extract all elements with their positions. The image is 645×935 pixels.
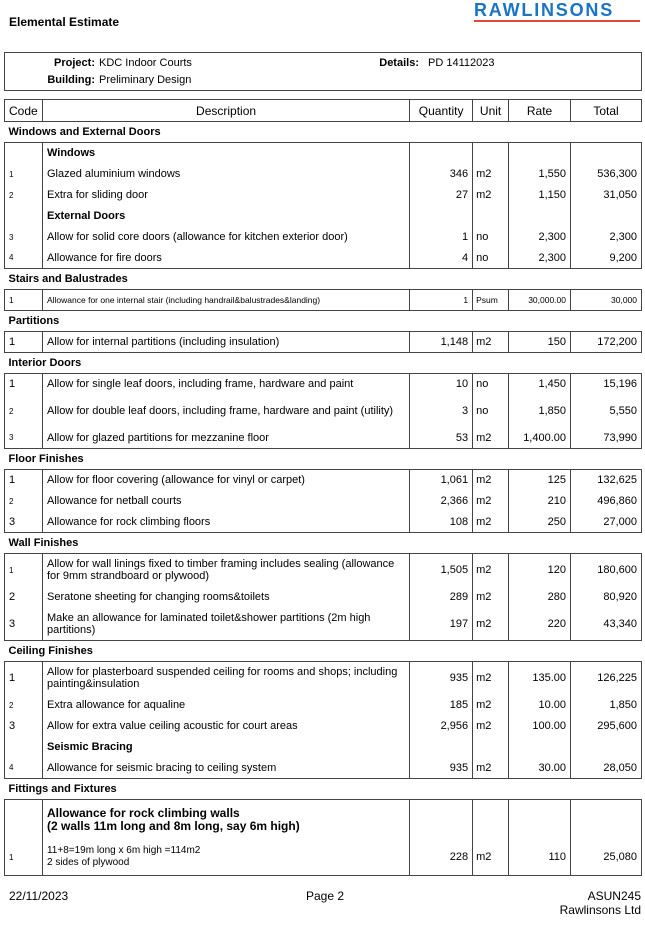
table-row	[5, 332, 642, 353]
row-total: 28,050	[571, 758, 642, 779]
row-total: 5,550	[571, 395, 642, 428]
row-rate: 10.00	[509, 695, 571, 716]
row-rate	[509, 737, 571, 758]
details-value: PD 14112023	[428, 57, 495, 69]
row-unit: m2	[473, 164, 509, 185]
row-code: 2	[5, 695, 43, 716]
table-row	[5, 512, 642, 533]
row-unit: m2	[473, 716, 509, 737]
row-rate: 210	[509, 491, 571, 512]
row-quantity: 197	[410, 608, 473, 641]
row-code	[5, 737, 43, 758]
row-quantity: 1	[410, 227, 473, 248]
section-header-row	[5, 449, 642, 470]
table-row	[5, 695, 642, 716]
table-row	[5, 716, 642, 737]
row-quantity: 935	[410, 662, 473, 695]
row-unit: no	[473, 248, 509, 269]
row-unit: m2	[473, 695, 509, 716]
subheading-row	[5, 737, 642, 758]
row-total	[571, 800, 642, 840]
footer-date: 22/11/2023	[9, 889, 69, 903]
section-header-row	[5, 533, 642, 554]
footer-page-number: Page 2	[306, 889, 345, 903]
row-rate: 30.00	[509, 758, 571, 779]
row-code: 3	[5, 428, 43, 449]
row-description: Allowance for rock climbing walls (2 walls 11m long and 8m long, say 6m high)	[42, 800, 409, 840]
table-row	[5, 491, 642, 512]
row-code: 1	[5, 662, 43, 695]
row-total: 295,600	[571, 716, 642, 737]
row-unit: m2	[473, 840, 509, 876]
row-rate: 120	[509, 554, 571, 587]
section-title: Fittings and Fixtures	[8, 783, 117, 795]
row-description: Make an allowance for laminated toilet&shower partitions (2m high partitions)	[42, 608, 409, 641]
row-total: 536,300	[571, 164, 642, 185]
row-code: 3	[5, 608, 43, 641]
row-code	[5, 800, 43, 840]
section-title: Partitions	[8, 315, 60, 327]
row-rate: 1,450	[509, 374, 571, 395]
row-unit: m2	[473, 758, 509, 779]
row-description: Allowance for rock climbing floors	[42, 512, 409, 533]
row-quantity	[410, 737, 473, 758]
row-total: 1,850	[571, 695, 642, 716]
table-row	[5, 554, 642, 587]
row-quantity: 1,061	[410, 470, 473, 491]
row-description: Glazed aluminium windows	[42, 164, 409, 185]
row-code: 1	[5, 374, 43, 395]
row-unit	[473, 206, 509, 227]
row-total: 180,600	[571, 554, 642, 587]
row-unit	[473, 143, 509, 164]
row-unit: m2	[473, 587, 509, 608]
row-rate	[509, 206, 571, 227]
table-row	[5, 608, 642, 641]
row-quantity: 4	[410, 248, 473, 269]
row-quantity	[410, 206, 473, 227]
row-unit	[473, 737, 509, 758]
row-unit: m2	[473, 554, 509, 587]
row-code: 2	[5, 185, 43, 206]
footer-reference	[560, 889, 641, 917]
section-title: Floor Finishes	[8, 453, 84, 465]
row-quantity	[410, 143, 473, 164]
row-quantity: 2,366	[410, 491, 473, 512]
row-description: Extra for sliding door	[42, 185, 409, 206]
row-total: 80,920	[571, 587, 642, 608]
row-quantity: 185	[410, 695, 473, 716]
row-rate: 2,300	[509, 227, 571, 248]
row-quantity: 53	[410, 428, 473, 449]
row-unit: no	[473, 227, 509, 248]
row-total: 132,625	[571, 470, 642, 491]
building-value: Preliminary Design	[99, 74, 192, 86]
row-description: Extra allowance for aqualine	[42, 695, 409, 716]
col-header-description: Description	[42, 100, 409, 122]
col-header-rate: Rate	[509, 100, 571, 122]
row-quantity: 289	[410, 587, 473, 608]
row-code: 3	[5, 716, 43, 737]
row-description: Allow for double leaf doors, including frame, hardware and paint (utility)	[42, 395, 409, 428]
row-quantity: 108	[410, 512, 473, 533]
row-unit: m2	[473, 662, 509, 695]
row-unit: m2	[473, 470, 509, 491]
row-quantity	[410, 800, 473, 840]
section-header-row	[5, 353, 642, 374]
row-code: 1	[5, 164, 43, 185]
row-total: 15,196	[571, 374, 642, 395]
subheading-row	[5, 143, 642, 164]
col-header-quantity: Quantity	[410, 100, 473, 122]
table-row	[5, 428, 642, 449]
row-unit: m2	[473, 332, 509, 353]
estimate-body	[5, 122, 642, 876]
row-description: Allow for internal partitions (including insulation)	[42, 332, 409, 353]
section-title: Wall Finishes	[8, 537, 79, 549]
col-header-total: Total	[571, 100, 642, 122]
row-description: Allowance for fire doors	[42, 248, 409, 269]
row-description: Allowance for one internal stair (including handrail&balustrades&landing)	[42, 290, 409, 311]
project-label: Project:	[54, 57, 95, 69]
row-description: Allowance for netball courts	[42, 491, 409, 512]
table-row	[5, 374, 642, 395]
section-header-row	[5, 641, 642, 662]
row-unit: m2	[473, 512, 509, 533]
row-total: 25,080	[571, 840, 642, 876]
row-code: 1	[5, 332, 43, 353]
row-total: 30,000	[571, 290, 642, 311]
col-header-code: Code	[5, 100, 43, 122]
row-total	[571, 143, 642, 164]
row-rate	[509, 800, 571, 840]
row-rate: 220	[509, 608, 571, 641]
table-row	[5, 662, 642, 695]
row-quantity: 228	[410, 840, 473, 876]
row-total	[571, 737, 642, 758]
row-description: External Doors	[42, 206, 409, 227]
table-row	[5, 840, 642, 876]
row-unit: no	[473, 374, 509, 395]
column-header-row	[5, 100, 642, 122]
row-quantity: 1,505	[410, 554, 473, 587]
details-label: Details:	[379, 57, 419, 69]
col-header-unit: Unit	[473, 100, 509, 122]
row-quantity: 1,148	[410, 332, 473, 353]
row-total: 2,300	[571, 227, 642, 248]
row-description: Seismic Bracing	[42, 737, 409, 758]
row-rate: 280	[509, 587, 571, 608]
row-rate: 150	[509, 332, 571, 353]
row-unit: m2	[473, 491, 509, 512]
table-row	[5, 587, 642, 608]
table-row	[5, 758, 642, 779]
row-code	[5, 206, 43, 227]
row-rate: 125	[509, 470, 571, 491]
row-total: 9,200	[571, 248, 642, 269]
row-code: 2	[5, 395, 43, 428]
row-code: 4	[5, 248, 43, 269]
row-total: 43,340	[571, 608, 642, 641]
table-row	[5, 470, 642, 491]
row-quantity: 27	[410, 185, 473, 206]
row-total: 27,000	[571, 512, 642, 533]
table-row	[5, 248, 642, 269]
row-code: 2	[5, 587, 43, 608]
footer-ref-code: ASUN245	[587, 889, 641, 903]
footer-company: Rawlinsons Ltd	[559, 903, 641, 917]
row-code: 1	[5, 290, 43, 311]
row-total: 31,050	[571, 185, 642, 206]
section-header-row	[5, 779, 642, 800]
row-unit: no	[473, 395, 509, 428]
row-rate: 110	[509, 840, 571, 876]
row-code: 1	[5, 554, 43, 587]
row-rate	[509, 143, 571, 164]
row-rate: 135.00	[509, 662, 571, 695]
row-rate: 100.00	[509, 716, 571, 737]
row-total: 73,990	[571, 428, 642, 449]
table-row	[5, 290, 642, 311]
brand-underline	[474, 20, 640, 22]
row-description: Seratone sheeting for changing rooms&toilets	[42, 587, 409, 608]
row-rate: 1,550	[509, 164, 571, 185]
estimate-table	[4, 99, 642, 876]
row-unit: m2	[473, 428, 509, 449]
row-quantity: 1	[410, 290, 473, 311]
row-description: Allow for glazed partitions for mezzanine floor	[42, 428, 409, 449]
row-total: 172,200	[571, 332, 642, 353]
row-unit	[473, 800, 509, 840]
section-title: Windows and External Doors	[8, 126, 161, 138]
row-rate: 250	[509, 512, 571, 533]
subheading-row	[5, 800, 642, 840]
project-value: KDC Indoor Courts	[99, 57, 192, 69]
row-description: Allow for single leaf doors, including frame, hardware and paint	[42, 374, 409, 395]
row-code: 4	[5, 758, 43, 779]
row-rate: 1,850	[509, 395, 571, 428]
table-row	[5, 227, 642, 248]
row-quantity: 3	[410, 395, 473, 428]
row-description: 11+8=19m long x 6m high =114m2 2 sides of plywood	[42, 840, 409, 876]
section-title: Stairs and Balustrades	[8, 273, 128, 285]
table-row	[5, 164, 642, 185]
section-header-row	[5, 311, 642, 332]
row-unit: Psum	[473, 290, 509, 311]
document-title: Elemental Estimate	[9, 15, 120, 29]
row-code: 1	[5, 840, 43, 876]
table-row	[5, 395, 642, 428]
row-description: Allow for solid core doors (allowance for kitchen exterior door)	[42, 227, 409, 248]
row-total	[571, 206, 642, 227]
row-unit: m2	[473, 608, 509, 641]
section-header-row	[5, 269, 642, 290]
row-code: 2	[5, 491, 43, 512]
row-quantity: 346	[410, 164, 473, 185]
row-description: Windows	[42, 143, 409, 164]
row-code	[5, 143, 43, 164]
row-description: Allow for extra value ceiling acoustic for court areas	[42, 716, 409, 737]
row-rate: 2,300	[509, 248, 571, 269]
row-description: Allow for floor covering (allowance for vinyl or carpet)	[42, 470, 409, 491]
row-rate: 1,400.00	[509, 428, 571, 449]
row-description: Allowance for seismic bracing to ceiling system	[42, 758, 409, 779]
row-code: 3	[5, 227, 43, 248]
row-rate: 30,000.00	[509, 290, 571, 311]
row-description: Allow for wall linings fixed to timber framing includes sealing (allowance for 9mm strandboard or plywood)	[42, 554, 409, 587]
section-header-row	[5, 122, 642, 143]
row-rate: 1,150	[509, 185, 571, 206]
row-code: 1	[5, 470, 43, 491]
section-title: Ceiling Finishes	[8, 645, 93, 657]
project-info-box	[4, 52, 642, 91]
subheading-row	[5, 206, 642, 227]
brand-logo: RAWLINSONS	[474, 0, 615, 20]
row-total: 496,860	[571, 491, 642, 512]
table-row	[5, 185, 642, 206]
section-title: Interior Doors	[8, 357, 82, 369]
row-description: Allow for plasterboard suspended ceiling for rooms and shops; including painting&insulation	[42, 662, 409, 695]
row-total: 126,225	[571, 662, 642, 695]
row-unit: m2	[473, 185, 509, 206]
row-quantity: 10	[410, 374, 473, 395]
row-code: 3	[5, 512, 43, 533]
row-quantity: 935	[410, 758, 473, 779]
building-label: Building:	[47, 74, 95, 86]
row-quantity: 2,956	[410, 716, 473, 737]
